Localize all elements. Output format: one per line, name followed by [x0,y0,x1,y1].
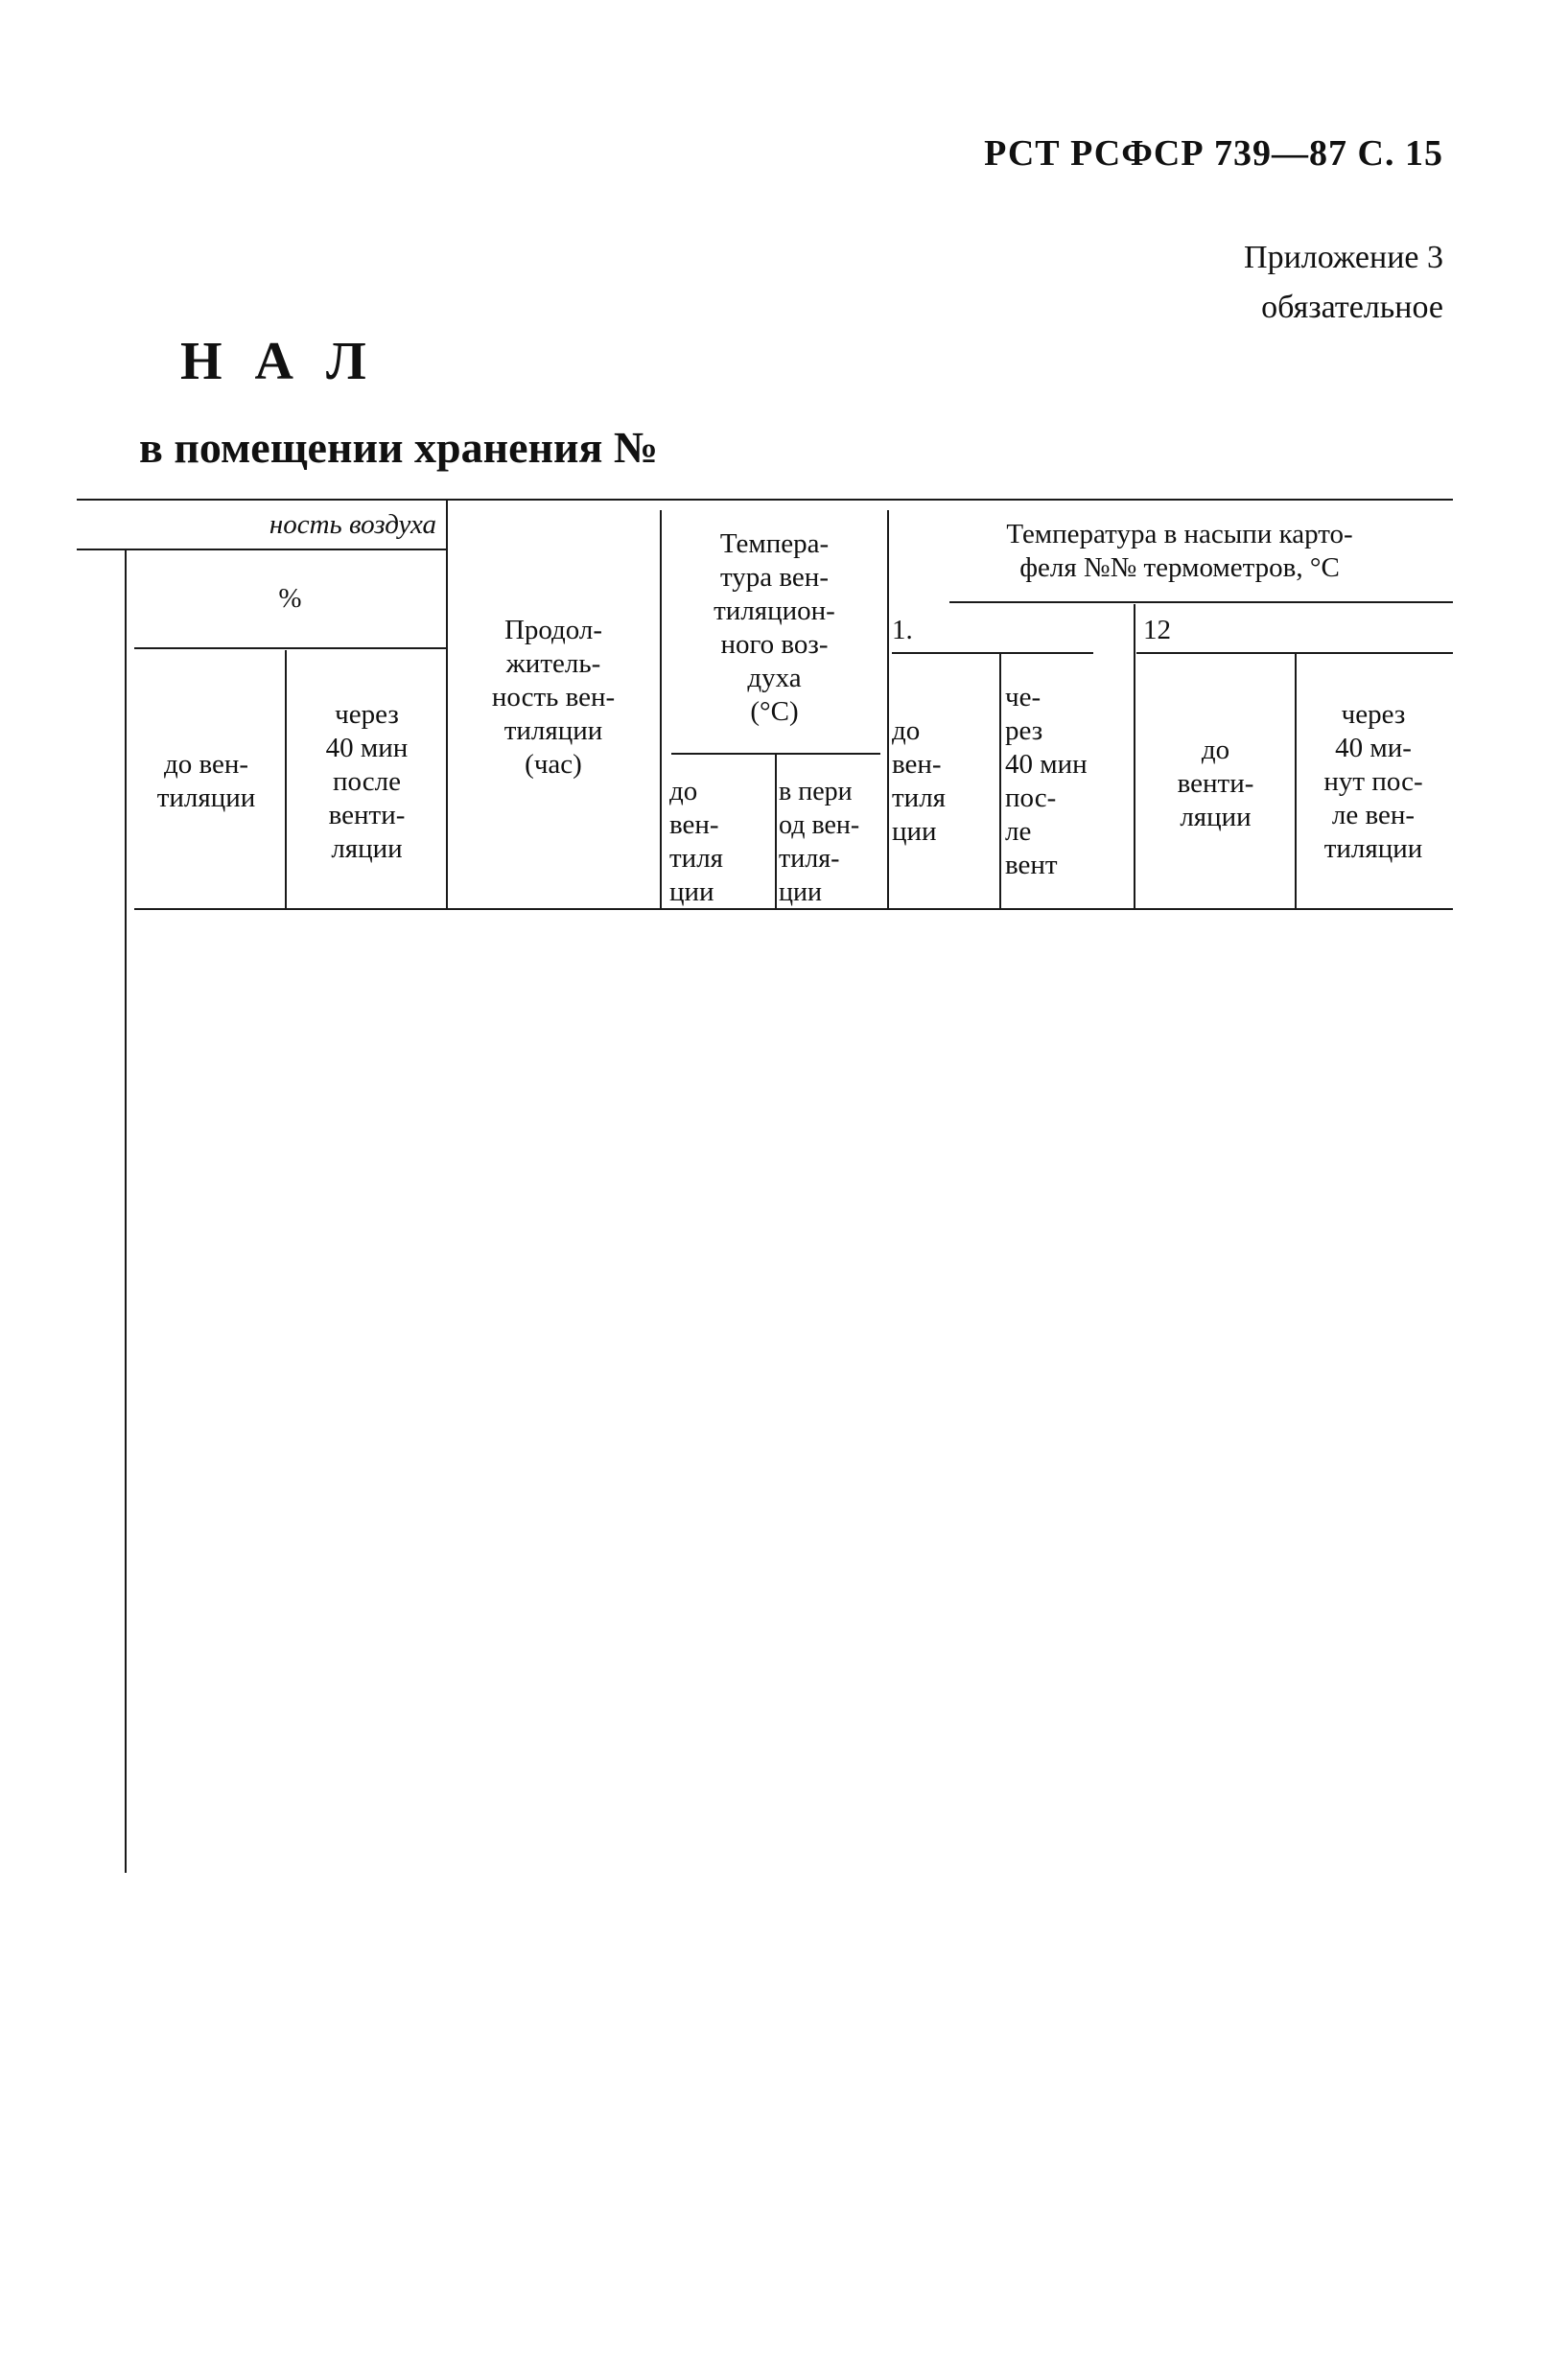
ventilation-duration: Продол- житель- ность вен- тиляции (час) [491,615,616,780]
pile-temperature-header: Температура в насыпи карто- феля №№ термометров, °С [1006,519,1353,583]
pile-temp-left-rule [887,510,889,909]
ventilation-air-temperature: Темпера- тура вен- тиляцион- ного воз- духа (°С) [714,528,835,727]
humidity-before-ventilation: до вен- тиляции [156,749,256,813]
humidity-unit: % [278,583,302,614]
air-temp-split-rule [775,755,777,909]
pile-temp-subheader-rule [949,601,1453,603]
document-code: РСТ РСФСР 739—87 С. 15 [984,133,1443,174]
humidity-header-rule [77,549,446,550]
table-left-border [125,549,127,1873]
thermo-1-split-rule [999,654,1001,909]
humidity-split-rule [285,650,287,909]
duration-left-rule [446,501,448,909]
thermo-1-rule [892,652,1093,654]
appendix-label: Приложение 3 [1244,240,1443,275]
humidity-header: ность воздуха [269,509,436,540]
table-top-rule [77,499,1453,501]
thermometer-1-after: че- рез 40 мин пос- ле вент [1005,682,1088,880]
thermometer-1-label: 1. [892,615,913,645]
thermometer-1-before: до вен- тиля ции [892,715,947,847]
thermometer-12-after: через 40 ми- нут пос- ле вен- тиляции [1323,699,1423,864]
thermometer-12-before: до венти- ляции [1177,735,1254,832]
page-subtitle: в помещении хранения № [139,423,659,472]
humidity-unit-rule [134,647,446,649]
mandatory-label: обязательное [1261,290,1443,325]
page-title: Н А Л [180,332,376,391]
thermometer-12-label: 12 [1143,615,1171,645]
humidity-after-ventilation: через 40 мин после венти- ляции [325,699,409,864]
air-temp-during: в пери од вен- тиля- ции [779,777,860,907]
air-temp-before: до вен- тиля ции [669,776,724,907]
